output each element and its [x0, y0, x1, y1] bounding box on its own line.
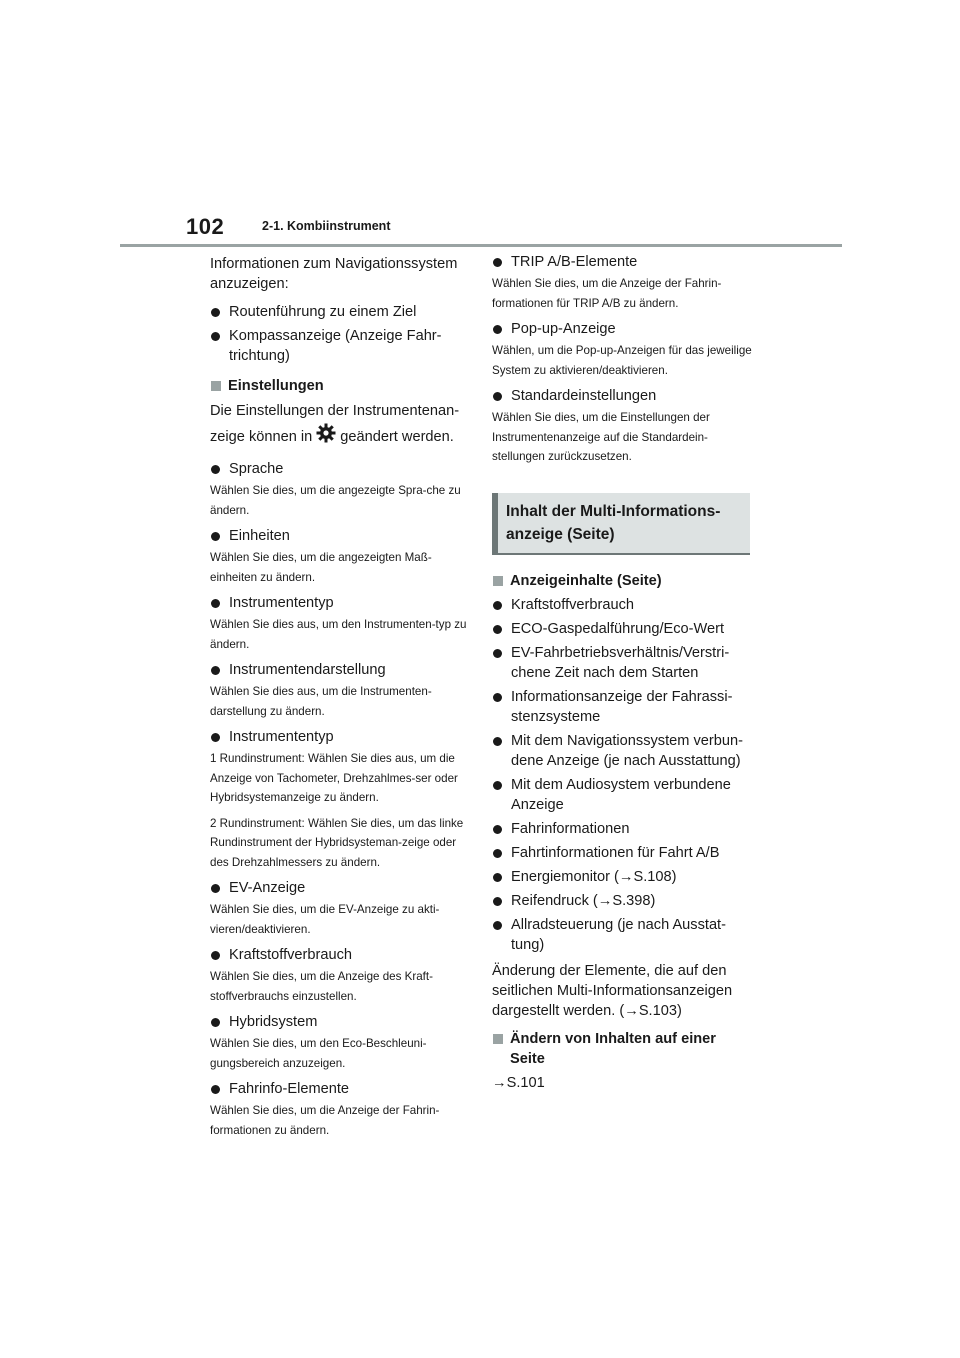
settings-heading: Einstellungen — [210, 376, 470, 396]
list-item: Kraftstoffverbrauch — [210, 945, 470, 965]
list-item: Einheiten — [210, 526, 470, 546]
bullet-icon — [211, 733, 220, 742]
list-item: Allradsteuerung (je nach Ausstat-tung) — [492, 915, 752, 955]
bullet-icon — [493, 737, 502, 746]
square-bullet-icon — [493, 1034, 503, 1044]
bullet-icon — [211, 332, 220, 341]
item-description: Wählen Sie dies, um die Anzeige des Kraft-stoffverbrauchs einzustellen. — [210, 970, 433, 1003]
bullet-icon — [211, 465, 220, 474]
right-column — [492, 252, 752, 1093]
gear-icon — [316, 423, 336, 451]
item-description: Wählen Sie dies aus, um die Instrumenten-darstellung zu ändern. — [210, 685, 432, 718]
bullet-icon — [493, 649, 502, 658]
list-item: TRIP A/B-Elemente — [492, 252, 752, 272]
list-item: Fahrtinformationen für Fahrt A/B — [492, 843, 752, 863]
list-item: Instrumententyp — [210, 593, 470, 613]
list-item: Fahrinformationen — [492, 819, 752, 839]
list-item: Instrumententyp — [210, 727, 470, 747]
section-box-title: Inhalt der Multi-Informations-anzeige (Seite) — [492, 493, 750, 555]
bullet-icon — [211, 884, 220, 893]
bullet-icon — [493, 921, 502, 930]
list-item: Fahrinfo-Elemente — [210, 1079, 470, 1099]
list-item: Mit dem Navigationssystem verbun-dene Anzeige (je nach Ausstattung) — [492, 731, 752, 771]
bullet-icon — [211, 308, 220, 317]
list-item: EV-Fahrbetriebsverhältnis/Verstri-chene Zeit nach dem Starten — [492, 643, 752, 683]
header-rule — [120, 244, 842, 247]
bullet-icon — [493, 392, 502, 401]
page-reference: →S.101 — [492, 1074, 545, 1091]
list-item: Mit dem Audiosystem verbundene Anzeige — [492, 775, 752, 815]
square-bullet-icon — [211, 381, 221, 391]
bullet-icon — [493, 781, 502, 790]
item-description: Wählen Sie dies, um die angezeigte Spra-che zu ändern. — [210, 484, 461, 517]
left-column — [210, 254, 470, 1146]
bullet-icon — [211, 666, 220, 675]
item-description: Wählen Sie dies, um den Eco-Beschleuni-gungsbereich anzuzeigen. — [210, 1037, 427, 1070]
item-description: 2 Rundinstrument: Wählen Sie dies, um das linke Rundinstrument der Hybridsysteman-zeige oder des Drehzahlmessers zu ändern. — [210, 816, 464, 869]
list-item: Informationsanzeige der Fahrassi-stenzsysteme — [492, 687, 752, 727]
bullet-icon — [211, 1085, 220, 1094]
bullet-icon — [493, 897, 502, 906]
item-description: Wählen Sie dies, um die EV-Anzeige zu akti-vieren/deaktivieren. — [210, 903, 440, 936]
item-description: Wählen Sie dies, um die Einstellungen der Instrumentenanzeige auf die Standardein-stellungen zurückzusetzen. — [492, 411, 710, 463]
item-description: Wählen Sie dies, um die Anzeige der Fahrin-formationen zu ändern. — [210, 1104, 440, 1137]
list-item: Energiemonitor (→S.108) — [492, 867, 752, 887]
list-item: Routenführung zu einem Ziel — [210, 302, 470, 322]
bullet-icon — [493, 873, 502, 882]
list-item: Hybridsystem — [210, 1012, 470, 1032]
list-item: Instrumentendarstellung — [210, 660, 470, 680]
change-text: Änderung der Elemente, die auf den seitlichen Multi-Informationsanzeigen dargestellt werden. (→S.103) — [492, 962, 733, 1019]
bullet-icon — [211, 951, 220, 960]
list-item: ECO-Gaspedalführung/Eco-Wert — [492, 619, 752, 639]
list-item: Reifendruck (→S.398) — [492, 891, 752, 911]
bullet-icon — [211, 532, 220, 541]
list-item: Pop-up-Anzeige — [492, 319, 752, 339]
content-heading: Anzeigeinhalte (Seite) — [492, 571, 752, 591]
bullet-icon — [493, 849, 502, 858]
list-item: Kompassanzeige (Anzeige Fahr-trichtung) — [210, 326, 470, 366]
bullet-icon — [493, 601, 502, 610]
bullet-icon — [493, 693, 502, 702]
item-description: 1 Rundinstrument: Wählen Sie dies aus, um die Anzeige von Tachometer, Drehzahlmes-ser oder Hybridsystemanzeige zu ändern. — [210, 752, 458, 804]
item-description: Wählen Sie dies, um die angezeigten Maß-einheiten zu ändern. — [210, 551, 432, 584]
bullet-icon — [211, 1018, 220, 1027]
bullet-icon — [493, 825, 502, 834]
bullet-icon — [493, 325, 502, 334]
list-item: Kraftstoffverbrauch — [492, 595, 752, 615]
square-bullet-icon — [493, 576, 503, 586]
settings-text: Die Einstellungen der Instrumentenan-zeige können in geändert werden. — [210, 400, 470, 451]
bullet-icon — [211, 599, 220, 608]
section-title: 2-1. Kombiinstrument — [262, 219, 391, 233]
list-item: Sprache — [210, 459, 470, 479]
bullet-icon — [493, 258, 502, 267]
item-description: Wählen Sie dies, um die Anzeige der Fahrin-formationen für TRIP A/B zu ändern. — [492, 277, 722, 310]
item-description: Wählen, um die Pop-up-Anzeigen für das jeweilige System zu aktivieren/deaktivieren. — [492, 344, 752, 377]
list-item: EV-Anzeige — [210, 878, 470, 898]
bullet-icon — [493, 625, 502, 634]
change-heading: Ändern von Inhalten auf einer Seite — [492, 1029, 752, 1069]
page-number: 102 — [186, 214, 225, 239]
item-description: Wählen Sie dies aus, um den Instrumenten-typ zu ändern. — [210, 618, 467, 651]
intro-text: Informationen zum Navigationssystem anzuzeigen: — [210, 256, 458, 292]
list-item: Standardeinstellungen — [492, 386, 752, 406]
